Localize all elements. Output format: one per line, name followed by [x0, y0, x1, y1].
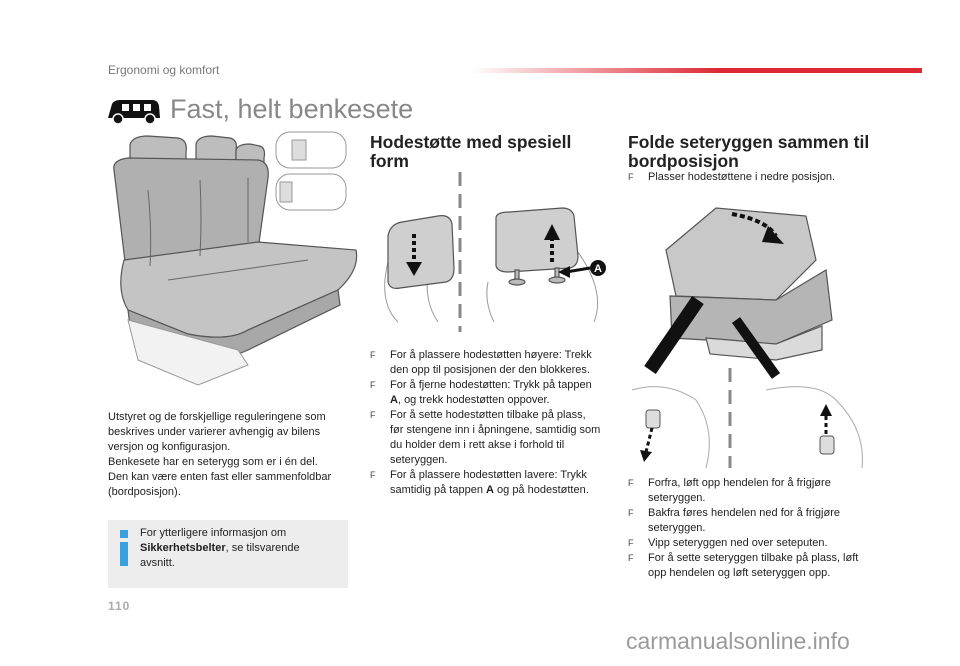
fold-heading: Folde seteryggen sammen til bordposisjon — [628, 132, 870, 171]
fold-instructions — [628, 476, 868, 581]
van-seat-layout-icon — [104, 96, 162, 126]
section-header: Ergonomi og komfort — [108, 63, 220, 77]
fold-seat-illustration — [626, 200, 872, 470]
list-item: F Vipp seteryggen ned over seteputen. — [628, 536, 868, 551]
fold-instruction-top — [628, 170, 888, 185]
headrest-heading: Hodestøtte med spesiell form — [370, 132, 572, 171]
watermark: carmanualsonline.info — [626, 628, 850, 654]
headrest-instructions — [370, 348, 602, 498]
list-item: F Bakfra føres hendelen ned for å frigjøre seteryggen. — [628, 506, 868, 536]
list-item: F For å sette hodestøtten tilbake på plass, før stengene inn i åpningene, samtidig som du holder dem i rett akse i forhold til seteryggen. — [370, 408, 602, 468]
info-icon — [118, 528, 130, 568]
headrest-illustration — [368, 172, 608, 332]
list-item: F For å plassere hodestøtten lavere: Trykk samtidig på tappen A og på hodestøtten. — [370, 468, 602, 498]
list-item: F For å plassere hodestøtten høyere: Trekk den opp til posisjonen der den blokkeres. — [370, 348, 602, 378]
info-box — [108, 520, 348, 588]
page-number: 110 — [108, 599, 131, 613]
list-item: F Plasser hodestøttene i nedre posisjon. — [628, 170, 888, 185]
intro-text: Utstyret og de forskjellige reguleringene som beskrives under varierer avhengig av bilens versjon og konfigurasjon. Benkesete har en seterygg som er i én del. Den kan være enten fast eller sammenfoldbar (bordposisjon). — [108, 411, 332, 498]
list-item: F For å sette seteryggen tilbake på plass, løft opp hendelen og løft seteryggen opp. — [628, 551, 868, 581]
info-text: For ytterligere informasjon om Sikkerhetsbelter, se tilsvarende avsnitt. — [140, 527, 300, 569]
safety-belts-reference: Sikkerhetsbelter — [140, 542, 226, 554]
list-item: F Forfra, løft opp hendelen for å frigjøre seteryggen. — [628, 476, 868, 506]
page-title: Fast, helt benkesete — [170, 94, 414, 124]
bench-seat-illustration — [108, 130, 358, 392]
section-header-bar — [470, 68, 922, 73]
callout-a-label: A — [594, 263, 602, 275]
list-item: F For å fjerne hodestøtten: Trykk på tappen A, og trekk hodestøtten oppover. — [370, 378, 602, 408]
